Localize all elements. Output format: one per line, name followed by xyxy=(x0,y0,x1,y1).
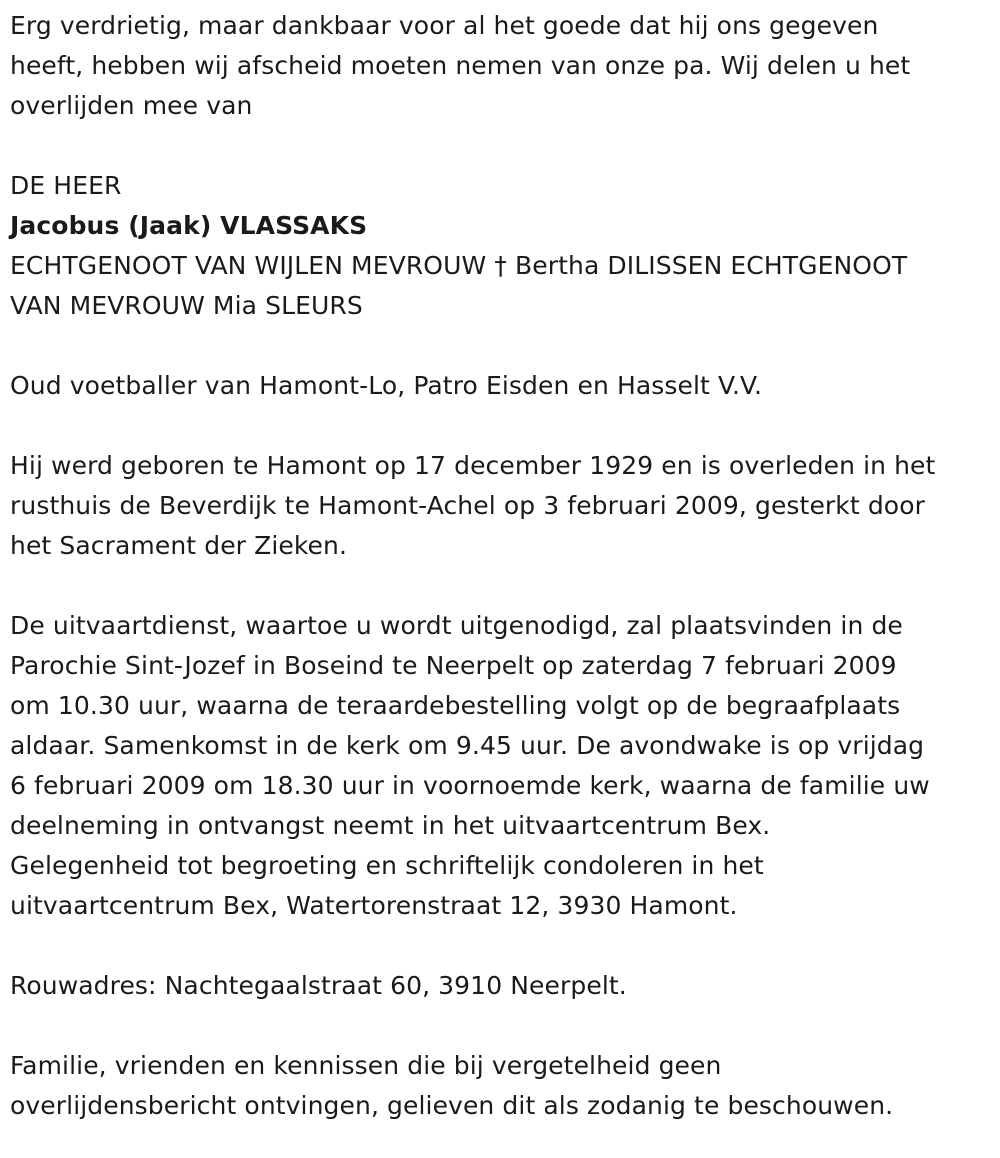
funeral-line-1: De uitvaartdienst, waartoe u wordt uitgenodigd, zal plaatsvinden in de xyxy=(10,611,903,640)
intro-paragraph xyxy=(10,6,990,126)
deceased-name: Jacobus (Jaak) VLASSAKS xyxy=(10,211,368,240)
spouse-line-2: VAN MEVROUW Mia SLEURS xyxy=(10,291,363,320)
intro-line-2: heeft, hebben wij afscheid moeten nemen van onze pa. Wij delen u het xyxy=(10,51,911,80)
birth-death-line-2: rusthuis de Beverdijk te Hamont-Achel op 3 februari 2009, gesterkt door xyxy=(10,491,925,520)
address-paragraph: Rouwadres: Nachtegaalstraat 60, 3910 Neerpelt. xyxy=(10,971,627,1000)
closing-line-2: overlijdensbericht ontvingen, gelieven dit als zodanig te beschouwen. xyxy=(10,1091,894,1120)
intro-line-1: Erg verdrietig, maar dankbaar voor al het goede dat hij ons gegeven xyxy=(10,11,879,40)
spacer xyxy=(10,326,990,366)
birth-death-paragraph xyxy=(10,446,990,566)
funeral-line-8: uitvaartcentrum Bex, Watertorenstraat 12, 3930 Hamont. xyxy=(10,891,738,920)
spacer xyxy=(10,126,990,166)
funeral-line-7: Gelegenheid tot begroeting en schriftelijk condoleren in het xyxy=(10,851,764,880)
spouse-line-1: ECHTGENOOT VAN WIJLEN MEVROUW † Bertha DILISSEN ECHTGENOOT xyxy=(10,251,908,280)
title-label: DE HEER xyxy=(10,171,122,200)
funeral-line-3: om 10.30 uur, waarna de teraardebestelling volgt op de begraafplaats xyxy=(10,691,901,720)
intro-line-3: overlijden mee van xyxy=(10,91,253,120)
spacer xyxy=(10,926,990,966)
funeral-line-5: 6 februari 2009 om 18.30 uur in voornoemde kerk, waarna de familie uw xyxy=(10,771,930,800)
closing-paragraph xyxy=(10,1046,990,1126)
football-paragraph: Oud voetballer van Hamont-Lo, Patro Eisden en Hasselt V.V. xyxy=(10,371,763,400)
funeral-line-6: deelneming in ontvangst neemt in het uitvaartcentrum Bex. xyxy=(10,811,771,840)
funeral-paragraph xyxy=(10,606,990,926)
birth-death-line-1: Hij werd geboren te Hamont op 17 december 1929 en is overleden in het xyxy=(10,451,936,480)
closing-line-1: Familie, vrienden en kennissen die bij vergetelheid geen xyxy=(10,1051,722,1080)
funeral-line-4: aldaar. Samenkomst in de kerk om 9.45 uur. De avondwake is op vrijdag xyxy=(10,731,925,760)
spacer xyxy=(10,406,990,446)
spacer xyxy=(10,1006,990,1046)
spouse-paragraph xyxy=(10,246,990,326)
birth-death-line-3: het Sacrament der Zieken. xyxy=(10,531,348,560)
funeral-line-2: Parochie Sint-Jozef in Boseind te Neerpelt op zaterdag 7 februari 2009 xyxy=(10,651,897,680)
spacer xyxy=(10,566,990,606)
